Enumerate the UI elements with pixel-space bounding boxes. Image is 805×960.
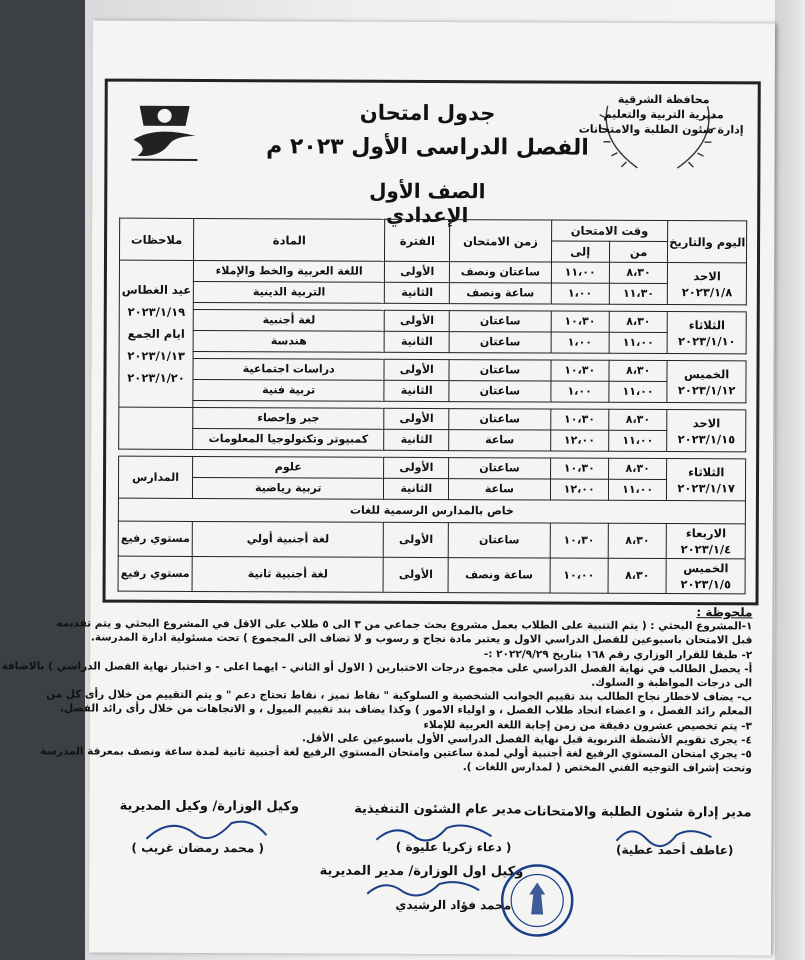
duration-cell: ساعتان: [449, 523, 550, 558]
special-row: [118, 521, 745, 559]
special-row: [118, 556, 745, 594]
day-cell: الخميس ٢٠٢٣/١/٥: [666, 559, 745, 594]
duration-cell: ساعتان: [449, 332, 550, 353]
table-row: [119, 379, 746, 403]
exec-name: ( دعاء زكريا عليوة ): [395, 839, 512, 855]
signatures: [111, 799, 752, 952]
official-seal-stamp: [499, 862, 575, 938]
level-cell: مستوي رفيع: [118, 521, 192, 556]
governorate-name: محافظة الشرقية: [617, 92, 710, 107]
col-to: إلى: [551, 241, 610, 262]
subject-cell: علوم: [193, 456, 384, 478]
from-cell: ١١،٠٠: [609, 430, 668, 451]
signature-mohamed-ramadan: [141, 815, 271, 850]
notes-cell-empty: [119, 407, 193, 449]
document-title: جدول امتحان: [359, 100, 496, 126]
subject-cell: اللغة العربية والخط والإملاء: [194, 260, 385, 282]
subject-cell: التربية الدينية: [194, 281, 385, 303]
term-title: الفصل الدراسى الأول ٢٠٢٣ م: [266, 134, 589, 161]
note-line: ب- يضاف لاخطار نجاح الطالب بند تقييم الجوانب الشخصية و السلوكية " نقاط تميز ، نقاط تحتاج دعم " و يتم التقييم من خلال رأى كل من: [46, 688, 753, 704]
subject-cell: لغة أجنبية: [193, 309, 384, 331]
period-cell: الأولى: [384, 359, 449, 380]
period-cell: الثانية: [385, 282, 450, 303]
note-line: ١-المشروع البحثي : ( يتم التنبية على الطلاب بعمل مشروع بحث جماعي من ٣ الى ٥ طلاب على الاقل في المشروع البحثي و يتم تقديمه: [56, 617, 753, 633]
duration-cell: ساعتان: [449, 360, 550, 381]
note-line: المعلم رائد الفصل ، و اعضاء اتحاد طلاب الفصل ، و اولياء الامور ) وكذا يضاف بند تقييم الميول ، و الاتجاهات من خلال رأى رائد الفصل.: [59, 702, 753, 718]
table-row: [119, 407, 746, 431]
from-cell: ٨،٣٠: [608, 458, 667, 479]
note-line: ٤- يجرى تقويم الأنشطة التربوية قبل نهاية الفصل الدراسي الأول باسبوعين على الأقل.: [302, 732, 752, 747]
from-cell: ٨،٣٠: [609, 311, 668, 332]
dir-exams-name: (عاطف أحمد عطية): [615, 842, 734, 858]
table-row: [119, 456, 746, 480]
to-cell: ١،٠٠: [551, 283, 610, 304]
dir-exams-title: مدير إدارة شئون الطلبة والامتحانات: [523, 804, 752, 821]
level-cell: مستوي رفيع: [118, 556, 192, 591]
deputy-name: ( محمد رمضان غريب ): [131, 840, 264, 856]
to-cell: ١٠،٣٠: [550, 523, 609, 558]
period-cell: الثانية: [384, 478, 449, 499]
period-cell: الثانية: [384, 331, 449, 352]
adjacent-page: [775, 0, 805, 960]
from-cell: ٨،٣٠: [609, 262, 668, 283]
day-cell: الاحد ٢٠٢٣/١/١٥: [667, 410, 746, 452]
period-cell: الأولى: [384, 408, 449, 429]
signature-atef: [611, 821, 721, 851]
table-row: [119, 309, 746, 333]
exam-table: [118, 218, 748, 595]
col-subject: المادة: [194, 218, 385, 261]
to-cell: ١٢،٠٠: [550, 479, 609, 500]
col-duration: زمن الامتحان: [450, 220, 551, 262]
note-line: وتحت إشراف التوجيه الفني المختص ( لمدارس اللغات ).: [462, 761, 752, 775]
period-cell: الثانية: [384, 429, 449, 450]
subject-cell: لغة أجنبية أولي: [192, 521, 383, 557]
day-cell: الثلاثاء ٢٠٢٣/١/١٧: [667, 459, 746, 501]
col-notes: ملاحظات: [119, 218, 193, 260]
signature-mohamed-fouad: [363, 876, 483, 905]
duration-cell: ساعتان: [449, 409, 550, 430]
to-cell: ١،٠٠: [550, 381, 609, 402]
header-row: [120, 218, 747, 242]
subject-cell: كمبيوتر وتكنولوجيا المعلومات: [193, 428, 384, 450]
to-cell: ١٠،٣٠: [550, 360, 609, 381]
col-from: من: [609, 241, 668, 262]
department-block: [578, 92, 744, 138]
subject-cell: هندسة: [193, 330, 384, 352]
notes-cell: عيد الغطاس ٢٠٢٣/١/١٩ ايام الجمع ٢٠٢٣/١/١٣ ٢٠٢٣/١/٢٠: [119, 260, 194, 407]
duration-cell: ساعة: [449, 430, 550, 451]
special-heading-row: [118, 498, 745, 524]
period-cell: الأولى: [384, 457, 449, 478]
day-cell: الاحد ٢٠٢٣/١/٨: [668, 263, 747, 305]
to-cell: ١٠،٠٠: [550, 558, 609, 593]
period-cell: الثانية: [384, 380, 449, 401]
table-row: [119, 281, 746, 305]
note-line: الى درجات المواظبة و السلوك.: [591, 676, 753, 690]
duration-cell: ساعتان: [449, 381, 550, 402]
duration-cell: ساعة ونصف: [448, 558, 549, 593]
notes-heading: ملحوظة :: [696, 605, 753, 620]
subject-cell: دراسات اجتماعية: [193, 358, 384, 380]
from-cell: ١١،٣٠: [609, 283, 668, 304]
subject-cell: جبر وإحصاء: [193, 407, 384, 429]
period-cell: الأولى: [384, 310, 449, 331]
table-row: [119, 260, 746, 284]
exec-title: مدير عام الشئون التنفيذية: [354, 801, 522, 818]
grade-title: الصف الأول الإعدادي: [369, 178, 486, 228]
note-line: ٣- يتم تخصيص عشرون دقيقة من زمن إجابة اللغة العربية للإملاء: [423, 718, 752, 733]
note-line: قبل الامتحان باسبوعين للفصل الدراسي الاول و يعتبر مادة نجاح و رسوب و لا تضاف الى المجموع ) تحت مسئولية ادارة المدرسة.: [90, 631, 753, 647]
first-deputy-title: وكيل اول الوزارة/ مدير المديرية: [319, 863, 524, 880]
from-cell: ١١،٠٠: [609, 381, 668, 402]
to-cell: ١٢،٠٠: [550, 430, 609, 451]
notes-cell-schools: المدارس: [118, 456, 192, 498]
schedule-frame: [102, 79, 760, 606]
day-cell: الثلاثاء ٢٠٢٣/١/١٠: [667, 312, 746, 354]
ministry-emblem-icon: [125, 96, 203, 174]
note-line: ٢- طبقا للقرار الوزاري رقم ١٦٨ بتاريخ ٢٠٢٢/٩/٢٩ :-: [483, 647, 753, 662]
to-cell: ١٠،٣٠: [550, 409, 609, 430]
signature-doaa: [371, 818, 501, 851]
duration-cell: ساعتان: [450, 311, 551, 332]
note-line: ٥- يجري امتحان المستوي الرفيع لغة أجنبية أولي لمدة ساعتين وامتحان المستوي الرفيع لغة أجنبية ثانية لمدة ساعة ونصف بمعرفة المدرسة: [40, 745, 752, 761]
table-row: [119, 358, 746, 382]
exam-schedule-sheet: [1, 21, 775, 956]
header: [107, 82, 758, 228]
from-cell: ٨،٣٠: [608, 558, 667, 593]
day-cell: الاربعاء ٢٠٢٣/١/٤: [667, 524, 746, 559]
to-cell: ١١،٠٠: [551, 262, 610, 283]
duration-cell: ساعتان: [449, 458, 550, 479]
deputy-title: وكيل الوزارة/ وكيل المديرية: [119, 798, 299, 815]
day-cell: الخميس ٢٠٢٣/١/١٢: [667, 361, 746, 403]
from-cell: ١١،٠٠: [608, 479, 667, 500]
table-row: [118, 477, 745, 501]
duration-cell: ساعتان ونصف: [450, 262, 551, 283]
note-line: أ- يحصل الطالب في نهاية الفصل الدراسي على مجموع درجات الاختبارين ( الاول أو الثاني - ايهما اعلى - و اختبار نهاية الفصل الدراسي ) بالاضافة: [1, 659, 753, 676]
to-cell: ١٠،٣٠: [550, 458, 609, 479]
first-deputy-name: محمد فؤاد الرشيدي: [395, 897, 512, 913]
subject-cell: لغة أجنبية ثانية: [192, 556, 383, 592]
from-cell: ١١،٠٠: [609, 332, 668, 353]
subject-cell: تربية رياضية: [193, 477, 384, 499]
duration-cell: ساعة: [449, 479, 550, 500]
col-day-date: اليوم والتاريخ: [668, 221, 747, 263]
to-cell: ١٠،٣٠: [551, 311, 610, 332]
from-cell: ٨،٣٠: [608, 523, 667, 558]
table-row: [119, 330, 746, 354]
subject-cell: تربية فنية: [193, 379, 384, 401]
table-row: [119, 428, 746, 452]
duration-cell: ساعة ونصف: [450, 283, 551, 304]
special-heading: خاص بالمدارس الرسمية للغات: [118, 498, 745, 524]
period-cell: الأولى: [385, 261, 450, 282]
directorate-name: مديرية التربية والتعليم: [603, 107, 724, 122]
col-period: الفترة: [385, 219, 450, 261]
period-cell: الأولى: [383, 557, 448, 592]
to-cell: ١،٠٠: [551, 332, 610, 353]
administration-name: إدارة شئون الطلبة والامتحانات: [578, 122, 744, 137]
period-cell: الأولى: [383, 522, 448, 557]
col-exam-time: وقت الامتحان: [551, 220, 668, 242]
notes-section: [1, 603, 753, 776]
from-cell: ٨،٣٠: [609, 360, 668, 381]
from-cell: ٨،٣٠: [609, 409, 668, 430]
